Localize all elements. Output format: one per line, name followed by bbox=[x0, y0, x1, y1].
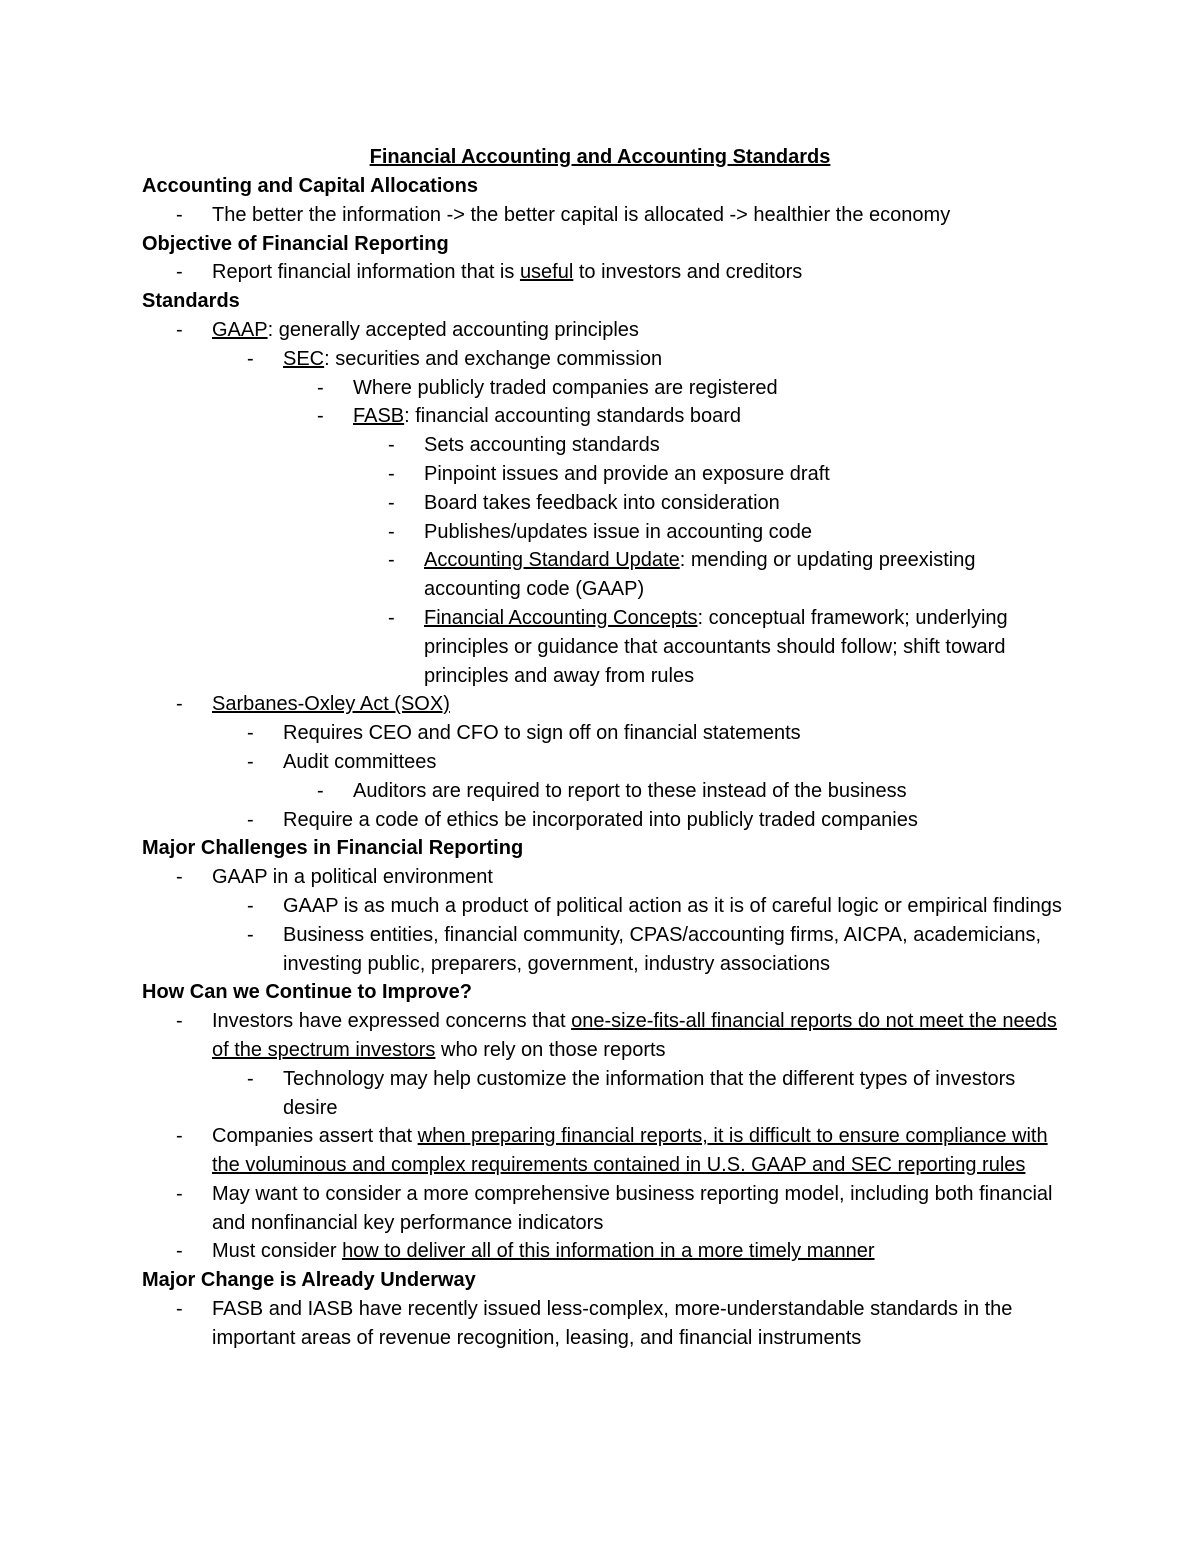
bullet-dash: - bbox=[176, 318, 183, 341]
item-text: Auditors are required to report to these instead of the business bbox=[353, 779, 907, 802]
item-underlined-text: when preparing financial reports, it is difficult to ensure compliance with the voluminous and complex requirements contained in U.S. GAAP and SEC reporting rules bbox=[212, 1125, 1048, 1177]
bullet-dash: - bbox=[317, 376, 324, 399]
bullet-dash: - bbox=[388, 520, 395, 543]
section-heading-objective: Objective of Financial Reporting bbox=[142, 232, 449, 255]
list-item bbox=[388, 489, 1072, 518]
item-text: : conceptual framework; underlying principles or guidance that accountants should follow; shift toward principles and away from rules bbox=[424, 606, 1008, 687]
bullet-dash: - bbox=[176, 261, 183, 284]
item-text: FASB and IASB have recently issued less-complex, more-understandable standards in the important areas of revenue recognition, leasing, and financial instruments bbox=[212, 1298, 1013, 1349]
bullet-dash: - bbox=[247, 808, 254, 831]
term-gaap: GAAP bbox=[212, 318, 268, 341]
item-text: Requires CEO and CFO to sign off on financial statements bbox=[283, 722, 801, 745]
term-fasb: FASB bbox=[353, 405, 405, 428]
list-item bbox=[317, 374, 1072, 403]
item-text: Board takes feedback into consideration bbox=[424, 491, 780, 514]
list-item-asu bbox=[388, 546, 1072, 604]
bullet-dash: - bbox=[176, 1010, 183, 1033]
list-item bbox=[176, 258, 1072, 287]
bullet-dash: - bbox=[176, 203, 183, 226]
list-item-fasb bbox=[317, 402, 1072, 431]
list-item bbox=[247, 921, 1072, 979]
term-sox: Sarbanes-Oxley Act (SOX) bbox=[212, 693, 450, 716]
item-text: who rely on those reports bbox=[435, 1038, 666, 1061]
bullet-dash: - bbox=[176, 1182, 183, 1205]
item-text: Pinpoint issues and provide an exposure draft bbox=[424, 462, 830, 485]
section-heading-challenges: Major Challenges in Financial Reporting bbox=[142, 837, 524, 860]
bullet-dash: - bbox=[388, 491, 395, 514]
section-heading-capital: Accounting and Capital Allocations bbox=[142, 175, 478, 197]
item-text: to investors and creditors bbox=[573, 261, 803, 284]
item-text: : securities and exchange commission bbox=[324, 347, 663, 370]
item-underlined-text: one-size-fits-all financial reports do not meet the needs of the spectrum investors bbox=[212, 1010, 1057, 1061]
item-text: Must consider bbox=[212, 1240, 343, 1263]
bullet-dash: - bbox=[247, 722, 254, 745]
bullet-dash: - bbox=[388, 549, 395, 572]
bullet-dash: - bbox=[317, 405, 324, 428]
list-item bbox=[247, 1065, 1072, 1123]
bullet-dash: - bbox=[176, 693, 183, 716]
bullet-dash: - bbox=[388, 434, 395, 457]
bullet-dash: - bbox=[388, 462, 395, 485]
term-sec: SEC bbox=[283, 347, 325, 370]
item-text: GAAP in a political environment bbox=[212, 866, 493, 889]
bullet-dash: - bbox=[388, 606, 395, 629]
list-item bbox=[176, 201, 1072, 230]
section-heading-improve: How Can we Continue to Improve? bbox=[142, 981, 473, 1004]
list-item-fac bbox=[388, 604, 1072, 690]
item-text: : financial accounting standards board bbox=[404, 405, 742, 428]
term-asu: Accounting Standard Update bbox=[424, 549, 680, 572]
item-text: : mending or updating preexisting accounting code (GAAP) bbox=[424, 549, 976, 601]
item-text: Business entities, financial community, CPAS/accounting firms, AICPA, academicians, investing public, preparers, government, industry associations bbox=[283, 923, 1042, 975]
bullet-dash: - bbox=[176, 1125, 183, 1148]
list-item-sec bbox=[247, 345, 1072, 374]
item-underlined-text: useful bbox=[519, 261, 574, 284]
item-text: The better the information -> the better capital is allocated -> healthier the economy bbox=[212, 203, 951, 226]
bullet-dash: - bbox=[176, 1240, 183, 1263]
item-text: GAAP is as much a product of political action as it is of careful logic or empirical findings bbox=[283, 894, 1062, 917]
bullet-dash: - bbox=[176, 866, 183, 889]
item-text: Require a code of ethics be incorporated into publicly traded companies bbox=[283, 808, 918, 831]
item-text: Audit committees bbox=[283, 750, 437, 773]
item-text: May want to consider a more comprehensive business reporting model, including both financial and nonfinancial key performance indicators bbox=[212, 1182, 1053, 1234]
list-item bbox=[176, 1295, 1072, 1353]
item-text: Investors have expressed concerns that bbox=[212, 1010, 572, 1033]
list-item bbox=[176, 863, 1072, 892]
section-heading-standards: Standards bbox=[142, 290, 240, 313]
bullet-dash: - bbox=[247, 1067, 254, 1090]
list-item-gaap bbox=[176, 316, 1072, 345]
bullet-dash: - bbox=[247, 894, 254, 917]
list-item bbox=[176, 1122, 1072, 1180]
item-text: Companies assert that bbox=[212, 1125, 418, 1148]
item-text: Publishes/updates issue in accounting code bbox=[424, 520, 813, 543]
item-text: Technology may help customize the information that the different types of investors desire bbox=[283, 1067, 1016, 1119]
bullet-dash: - bbox=[317, 779, 324, 802]
list-item-sox bbox=[176, 690, 1072, 719]
list-item bbox=[176, 1180, 1072, 1238]
list-item bbox=[176, 1007, 1072, 1065]
item-underlined-text: how to deliver all of this information in a more timely manner bbox=[342, 1240, 875, 1263]
list-item bbox=[176, 1237, 1072, 1266]
list-item bbox=[317, 777, 1072, 806]
section-heading-change: Major Change is Already Underway bbox=[142, 1269, 476, 1292]
list-item bbox=[388, 460, 1072, 489]
item-text: : generally accepted accounting principles bbox=[267, 318, 639, 341]
item-text: Where publicly traded companies are registered bbox=[353, 376, 778, 399]
bullet-dash: - bbox=[176, 1298, 183, 1321]
document-title: Financial Accounting and Accounting Standards bbox=[369, 146, 831, 168]
item-text: Sets accounting standards bbox=[424, 434, 660, 457]
bullet-dash: - bbox=[247, 750, 254, 773]
term-fac: Financial Accounting Concepts bbox=[424, 606, 698, 629]
list-item bbox=[247, 892, 1072, 921]
bullet-dash: - bbox=[247, 347, 254, 370]
list-item bbox=[388, 431, 1072, 460]
list-item bbox=[247, 806, 1072, 835]
list-item bbox=[388, 518, 1072, 547]
list-item bbox=[247, 748, 1072, 777]
list-item bbox=[247, 719, 1072, 748]
document-body bbox=[142, 172, 1072, 1353]
item-text: Report financial information that is bbox=[212, 261, 520, 284]
bullet-dash: - bbox=[247, 923, 254, 946]
